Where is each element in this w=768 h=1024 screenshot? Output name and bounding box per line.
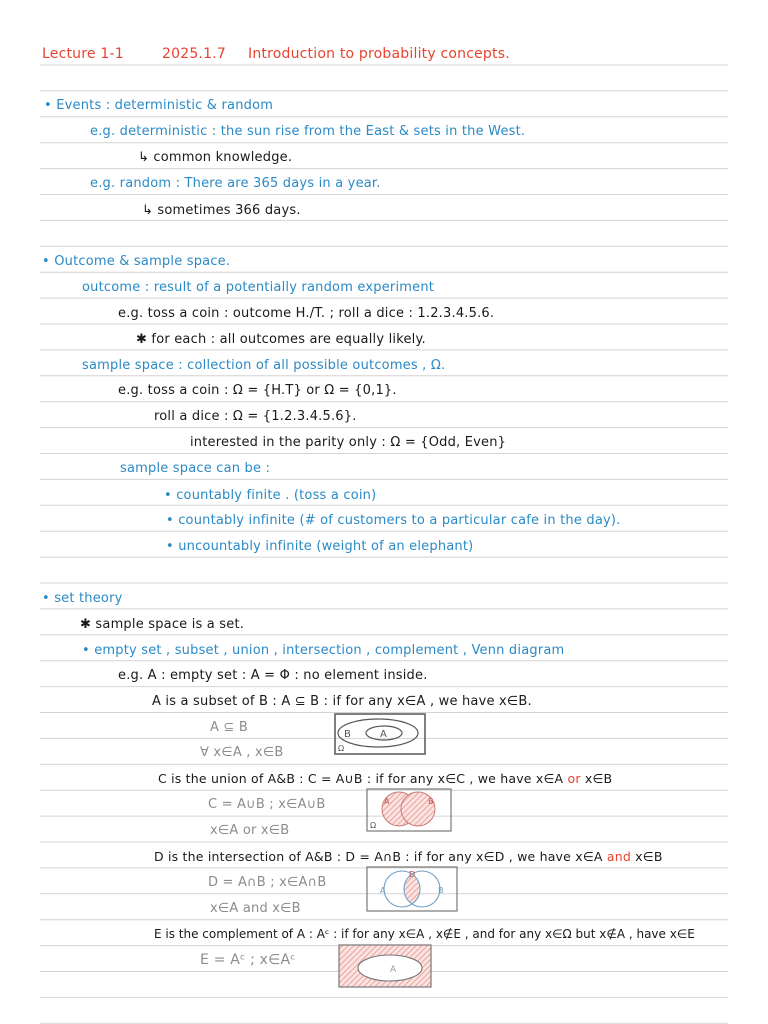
set-theory-note: ✱ sample space is a set. (80, 617, 245, 632)
sample-space-example-dice: roll a dice : Ω = {1.2.3.4.5.6}. (154, 409, 357, 424)
lecture-title: Introduction to probability concepts. (248, 46, 510, 62)
complement-gray-1: E = Aᶜ ; x∈Aᶜ (200, 952, 296, 968)
venn-subset-label-omega: Ω (338, 744, 345, 753)
events-example-random: e.g. random : There are 365 days in a year. (90, 176, 381, 191)
subset-gray-1: A ⊆ B (210, 720, 248, 735)
intersection-gray-2: x∈A and x∈B (210, 901, 301, 916)
events-note-sometimes: ↳ sometimes 366 days. (142, 203, 301, 218)
empty-set-example: e.g. A : empty set : A = Φ : no element inside. (118, 668, 428, 683)
sample-space-type-1: • countably finite . (toss a coin) (164, 488, 377, 503)
intersection-gray-1: D = A∩B ; x∈A∩B (208, 875, 327, 890)
sample-space-type-2: • countably infinite (# of customers to a particular cafe in the day). (166, 513, 621, 528)
venn-complement-diagram (338, 944, 432, 988)
venn-subset-label-b: B (344, 729, 351, 740)
venn-subset-label-a: A (380, 729, 387, 740)
venn-complement-label-a: A (390, 965, 397, 975)
intersection-definition-post: x∈B (630, 849, 663, 864)
intersection-and-word: and (606, 849, 631, 864)
outcome-example: e.g. toss a coin : outcome H./T. ; roll a dice : 1.2.3.4.5.6. (118, 306, 495, 321)
union-definition (158, 771, 612, 787)
union-definition-post: x∈B (580, 771, 613, 786)
sample-space-example-coin: e.g. toss a coin : Ω = {H.T} or Ω = {0,1}. (118, 383, 397, 398)
union-gray-1: C = A∪B ; x∈A∪B (208, 797, 326, 812)
outcome-equally-likely-note: ✱ for each : all outcomes are equally likely. (136, 332, 426, 347)
venn-union-diagram (366, 788, 452, 832)
venn-intersection-label-a: A (380, 886, 386, 895)
events-note-common: ↳ common knowledge. (138, 150, 293, 165)
venn-union-label-b: B (428, 797, 434, 806)
venn-subset-diagram (334, 713, 426, 755)
events-heading: • Events : deterministic & random (44, 98, 274, 113)
set-theory-heading: • set theory (42, 591, 123, 606)
set-theory-topics: • empty set , subset , union , intersection , complement , Venn diagram (82, 643, 565, 658)
lecture-number: Lecture 1-1 (42, 46, 124, 62)
union-gray-2: x∈A or x∈B (210, 823, 290, 838)
intersection-definition-pre: D is the intersection of A&B : D = A∩B : if for any x∈D , we have x∈A (154, 849, 607, 864)
sample-space-type-3: • uncountably infinite (weight of an elephant) (166, 539, 474, 554)
venn-intersection-label-b: B (438, 886, 444, 895)
intersection-definition (154, 849, 663, 865)
union-definition-pre: C is the union of A&B : C = A∪B : if for any x∈C , we have x∈A (158, 771, 568, 786)
sample-space-definition: sample space : collection of all possible outcomes , Ω. (82, 358, 446, 373)
outcome-definition: outcome : result of a potentially random experiment (82, 280, 435, 295)
lecture-date: 2025.1.7 (162, 46, 226, 62)
union-or-word: or (567, 771, 581, 786)
subset-definition: A is a subset of B : A ⊆ B : if for any x∈A , we have x∈B. (152, 694, 532, 709)
venn-intersection-label-d: D (409, 870, 416, 879)
venn-intersection-diagram (366, 866, 458, 912)
sample-space-example-parity: interested in the parity only : Ω = {Odd, Even} (190, 435, 507, 450)
subset-gray-2: ∀ x∈A , x∈B (200, 745, 284, 760)
outcome-heading: • Outcome & sample space. (42, 254, 231, 269)
venn-union-label-a: A (384, 797, 390, 806)
sample-space-can-be: sample space can be : (120, 461, 271, 476)
venn-union-label-omega: Ω (370, 821, 377, 830)
events-example-deterministic: e.g. deterministic : the sun rise from the East & sets in the West. (90, 124, 526, 139)
complement-definition: E is the complement of A : Aᶜ : if for any x∈A , x∉E , and for any x∈Ω but x∉A , have x∈E (154, 927, 695, 941)
